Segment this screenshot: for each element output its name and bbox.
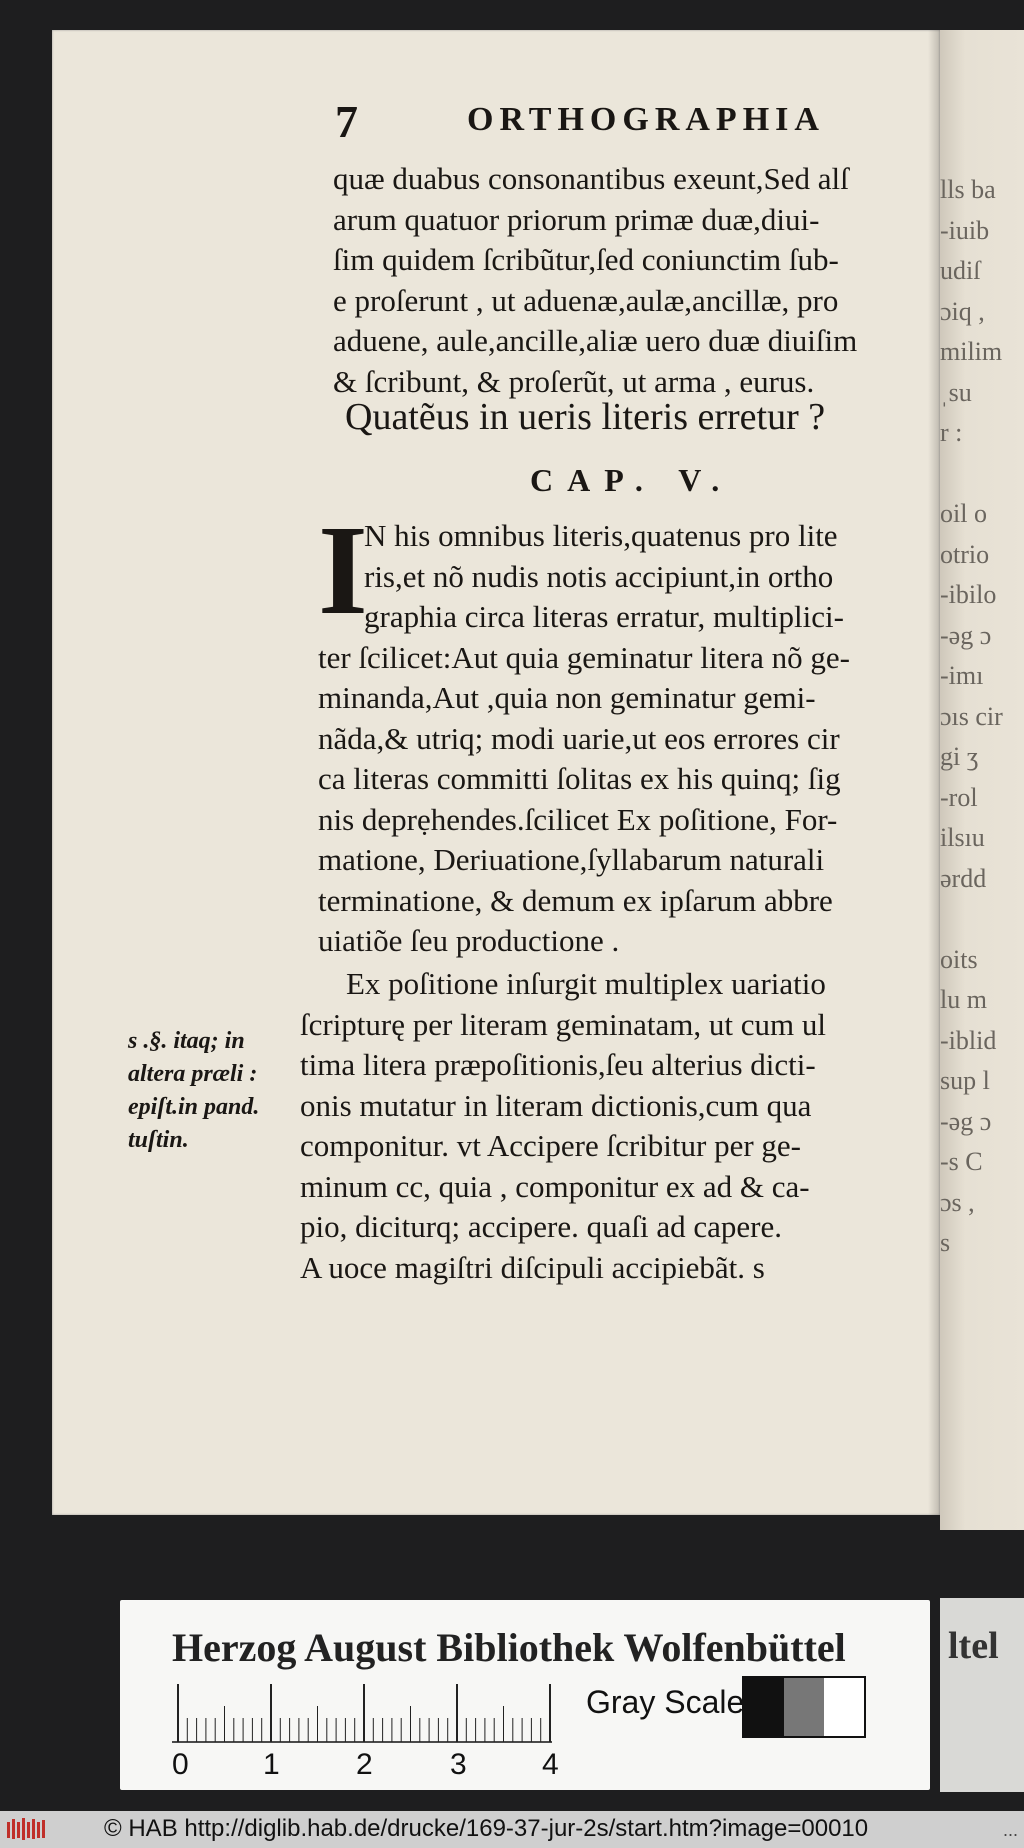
footer-copyright-url[interactable]: © HAB http://diglib.hab.de/drucke/169-37-jur-2s/start.htm?image=00010 xyxy=(104,1815,869,1842)
facing-page-fragment: oil o xyxy=(940,499,987,528)
text-line: arum quatuor priorum primæ duæ,diui- xyxy=(333,201,820,237)
facing-page-fragment: ɔiq , xyxy=(940,296,985,326)
margin-note-line: s .§. itaq; in xyxy=(128,1028,245,1054)
facing-page-fragment: -iuib xyxy=(940,215,990,245)
text-line: quæ duabus consonantibus exeunt,Sed alſ xyxy=(333,161,849,196)
text-line: graphia circa literas erratur, multiplici- xyxy=(364,599,844,634)
text-line: uiatiõe ſeu productione . xyxy=(318,923,620,958)
text-line: tima litera præpoſitionis,ſeu alterius dicti- xyxy=(300,1047,816,1082)
ruler-number-1: 1 xyxy=(263,1748,280,1781)
chapter-label: CAP. V. xyxy=(530,462,734,498)
text-line: A uoce magiſtri diſcipuli accipiebãt. s xyxy=(300,1249,765,1285)
text-line: ris,et nõ nudis notis accipiunt,in ortho xyxy=(364,558,834,594)
footer-menu-icon[interactable]: ... xyxy=(1002,1820,1018,1840)
text-line: ſcripturę per literam geminatam, ut cum ul xyxy=(300,1006,826,1042)
gray-swatch-mid xyxy=(784,1678,824,1736)
text-line: matione, Deriuatione,ſyllabarum naturali xyxy=(318,842,825,877)
text-line: ter ſcilicet:Aut quia geminatur litera nõ ge- xyxy=(318,639,850,675)
facing-page-fragment: s xyxy=(940,1228,951,1257)
facing-page-fragment: ɔs , xyxy=(940,1187,975,1217)
text-line: aduene, aule,ancille,aliæ uero duæ diuiſim xyxy=(333,323,858,358)
target-card-facing xyxy=(940,1598,1024,1792)
facing-page-fragment: -ibilo xyxy=(940,580,997,609)
text-line: minum cc, quia , componitur ex ad & ca- xyxy=(300,1168,810,1204)
running-head: ORTHOGRAPHIA xyxy=(467,101,825,138)
footer-bar xyxy=(0,1811,1024,1848)
text-line: N his omnibus literis,quatenus pro lite xyxy=(364,518,838,553)
text-line: e proſerunt , ut aduenæ,aulæ,ancillæ, pro xyxy=(333,282,839,318)
text-line: componitur. vt Accipere ſcribitur per ge- xyxy=(300,1128,801,1163)
text-line: nis deprẹhendes.ſcilicet Ex poſitione, For- xyxy=(318,801,838,837)
facing-page-fragment: r : xyxy=(940,418,963,447)
facing-page-fragment: -rol xyxy=(940,782,978,812)
text-line: nãda,& utriq; modi uarie,ut eos errores cir xyxy=(318,720,840,756)
ruler-scale xyxy=(172,1684,552,1744)
facing-page-fragment: otrio xyxy=(940,539,990,569)
ruler-number-2: 2 xyxy=(356,1748,373,1781)
page-header xyxy=(335,95,865,145)
facing-page-fragment: sup l xyxy=(940,1066,990,1095)
folio-number: 7 xyxy=(335,96,358,147)
facing-page-fragment: oits xyxy=(940,944,978,974)
gray-swatch-dark xyxy=(744,1678,784,1736)
chapter-heading: Quatẽus in ueris literis erretur ? xyxy=(345,396,826,438)
text-line: Ex poſitione inſurgit multiplex uariatio xyxy=(346,966,826,1001)
gray-scale-label: Gray Scale xyxy=(586,1684,745,1720)
gray-swatch-light xyxy=(824,1678,864,1736)
facing-fragment: ltel xyxy=(948,1625,999,1667)
facing-page-fragment: lls ba xyxy=(940,175,996,204)
facing-page-strip xyxy=(940,30,1024,1530)
ruler-number-0: 0 xyxy=(172,1748,189,1781)
facing-page-fragment: -əg ɔ xyxy=(940,1106,992,1136)
text-line: ſim quidem ſcribũtur,ſed coniunctim ſub- xyxy=(333,242,839,277)
text-line: minanda,Aut ,quia non geminatur gemi- xyxy=(318,680,816,715)
facing-page-fragment: ilsıu xyxy=(940,823,985,852)
facing-page-fragment: lu m xyxy=(940,985,987,1014)
ruler-number-3: 3 xyxy=(450,1748,467,1781)
facing-page-fragment: ɔıs cir xyxy=(940,701,1003,731)
gray-scale-swatches xyxy=(742,1676,866,1738)
text-line: & ſcribunt, & proſerũt, ut arma , eurus. xyxy=(333,363,815,399)
ruler-number-4: 4 xyxy=(542,1748,559,1781)
text-line: onis mutatur in literam dictionis,cum qua xyxy=(300,1087,812,1123)
margin-note-line: tuſtin. xyxy=(128,1127,189,1153)
library-name: Herzog August Bibliothek Wolfenbüttel xyxy=(172,1625,846,1670)
facing-page-fragment: -əg ɔ xyxy=(940,620,992,650)
text-line: ca literas committi ſolitas ex his quinq; ſig xyxy=(318,761,841,796)
facing-page-fragment: milim xyxy=(940,337,1003,366)
text-line: terminatione, & demum ex ipſarum abbre xyxy=(318,882,833,918)
text-line: pio, diciturq; accipere. quaſi ad capere. xyxy=(300,1209,782,1244)
facing-page-fragment: -s C xyxy=(940,1147,983,1176)
facing-page-fragment: gi ʒ xyxy=(940,742,979,771)
margin-note-line: altera præli : xyxy=(128,1061,258,1087)
hab-logo-icon xyxy=(6,1816,48,1842)
facing-page-fragment: ˌsu xyxy=(940,377,972,407)
facing-page-fragment: -imı xyxy=(940,661,984,690)
margin-note-line: epiſt.in pand. xyxy=(128,1094,260,1120)
drop-cap: I xyxy=(318,499,368,641)
facing-page-fragment: udiſ xyxy=(940,256,981,285)
facing-page-fragment: -iblid xyxy=(940,1025,997,1055)
color-target-card xyxy=(120,1600,930,1790)
facing-page-fragment: ərdd xyxy=(940,863,987,893)
